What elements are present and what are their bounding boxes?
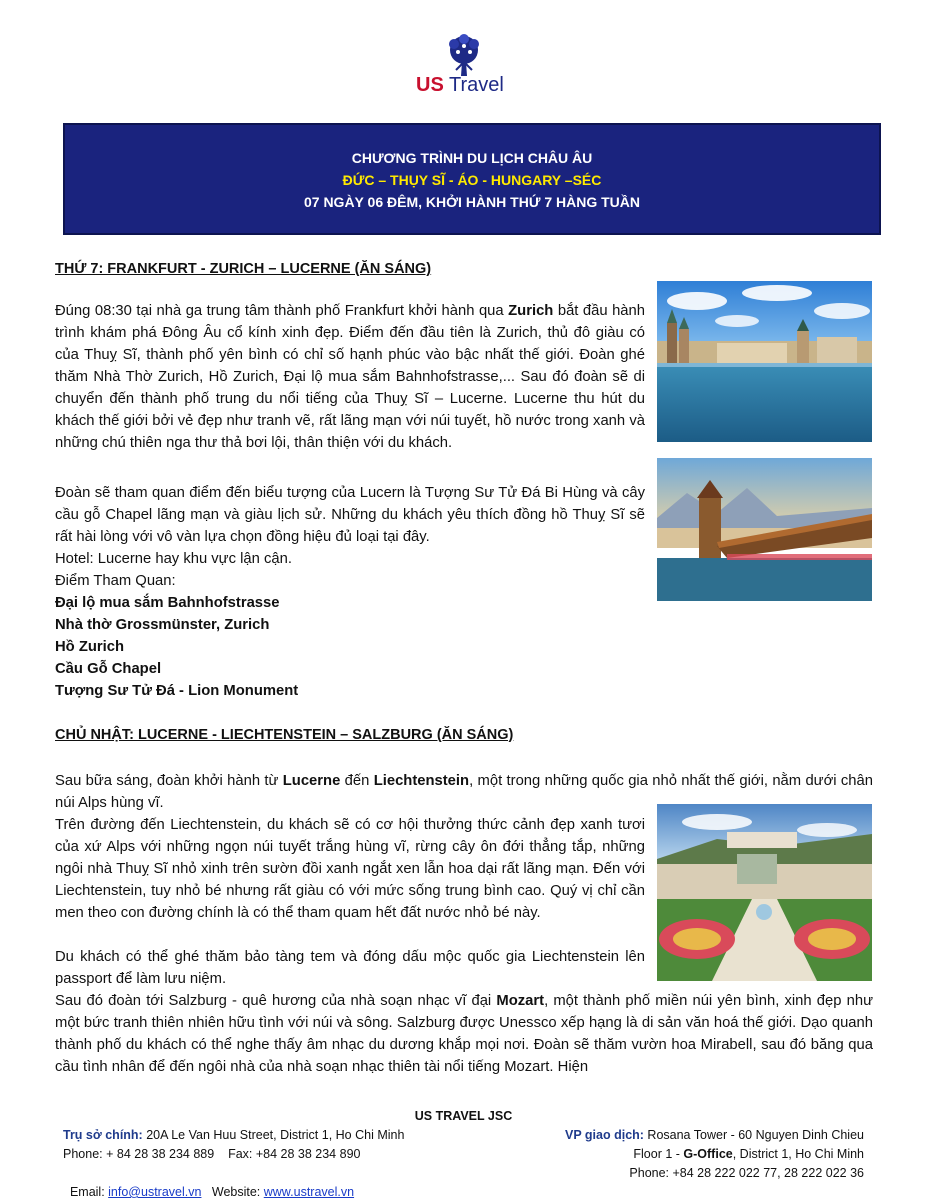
sight-item: Hồ Zurich: [55, 639, 125, 655]
footer-contact: Email: info@ustravel.vn Website: www.ustravel.vn: [69, 1185, 355, 1199]
footer-hq-phone: Phone: + 84 28 38 234 889 Fax: +84 28 38 234 890: [63, 1147, 361, 1161]
zurich-photo: [657, 281, 872, 442]
day2-heading: CHỦ NHẬT: LUCERNE - LIECHTENSTEIN – SALZBURG (ĂN SÁNG): [55, 727, 514, 743]
website-link[interactable]: www.ustravel.vn: [263, 1185, 355, 1199]
sight-item: Cầu Gỗ Chapel: [55, 661, 162, 677]
salzburg-photo: [657, 804, 872, 981]
day1-heading: THỨ 7: FRANKFURT - ZURICH – LUCERNE (ĂN SÁNG): [55, 261, 432, 277]
day2-paragraph-2: Trên đường đến Liechtenstein, du khách sẽ có cơ hội thưởng thức cảnh đẹp xanh tươi của xứ Alps với những ngọn núi tuyết trắng hùng vĩ, rừng cây ôn đới thẳng tắp, những ngôi nhà Thuỵ Sĩ nhỏ xinh trên sườn đồi xanh ngắt xen lẫn hoa dại rất lãng mạn. Đến với Liechtenstein, tuy nhỏ bé nhưng rất giàu có với mức sống trung bình cao. Quý vị chỉ cần men theo con đường chính là có thể tham quam hết đất nước nhỏ bé này.: [55, 817, 645, 921]
footer-office-address: VP giao dịch: Rosana Tower - 60 Nguyen Dinh Chieu: [565, 1128, 864, 1142]
chapel-bridge-photo: [657, 458, 872, 601]
banner-line-2: ĐỨC – THỤY SĨ - ÁO - HUNGARY –SÉC: [342, 172, 602, 188]
day2-paragraph-1: Sau bữa sáng, đoàn khởi hành từ Lucerne đến Liechtenstein, một trong những quốc gia nhỏ nhất thế giới, nằm dưới chân núi Alps hùng vĩ.: [55, 773, 873, 811]
day2-paragraph-3: Du khách có thể ghé thăm bảo tàng tem và đóng dấu mộc quốc gia Liechtenstein lên passport để làm lưu niệm.: [55, 949, 645, 987]
day1-sights-label: Điểm Tham Quan:: [55, 573, 176, 589]
logo-wordmark: US Travel: [416, 74, 504, 96]
day2-paragraph-4: Sau đó đoàn tới Salzburg - quê hương của nhà soạn nhạc vĩ đại Mozart, một thành phố miền núi yên bình, xinh đẹp như một bức tranh thiên nhiên hữu tình với núi và sông. Salzburg được Unessco xếp hạng là di sản văn hoá thế giới. Dạo quanh thành phố du khách có thể nghe thấy âm nhạc du dương khắp mọi nơi. Đoàn sẽ thăm vườn hoa Mirabell, sau đó băng qua cầu tình nhân để đến ngôi nhà của nhà soạn nhạc thiên tài nổi tiếng Mozart. Hiện: [55, 993, 873, 1075]
footer-office-phone: Phone: +84 28 222 022 77, 28 222 022 36: [629, 1166, 864, 1180]
banner-line-1: CHƯƠNG TRÌNH DU LỊCH CHÂU ÂU: [351, 150, 593, 166]
title-banner: [63, 123, 881, 235]
footer-company-name: US TRAVEL JSC: [414, 1109, 513, 1123]
company-logo: [410, 32, 520, 102]
day1-hotel: Hotel: Lucerne hay khu vực lận cận.: [55, 551, 292, 567]
banner-line-3: 07 NGÀY 06 ĐÊM, KHỞI HÀNH THỨ 7 HÀNG TUẦN: [303, 194, 640, 210]
email-link[interactable]: info@ustravel.vn: [108, 1185, 202, 1199]
footer-hq-address: Trụ sở chính: 20A Le Van Huu Street, District 1, Ho Chi Minh: [63, 1128, 405, 1142]
sight-item: Đại lộ mua sắm Bahnhofstrasse: [55, 595, 280, 611]
sight-item: Nhà thờ Grossmünster, Zurich: [55, 617, 270, 633]
day1-paragraph-1: Đúng 08:30 tại nhà ga trung tâm thành phố Frankfurt khởi hành qua Zurich bắt đầu hành trình khám phá Đông Âu cổ kính xinh đẹp. Điểm đến đầu tiên là Zurich, thủ đô giàu có của Thuỵ Sĩ, thành phố yên bình có chỉ số hạnh phúc vào bậc nhất thế giới. Đoàn ghé thăm Nhà Thờ Zurich, Hồ Zurich, Đại lộ mua sắm Bahnhofstrasse,... Sau đó đoàn sẽ di chuyển đến thành phố trung du nổi tiếng của Thuỵ Sĩ – Lucerne. Lucerne thu hút du khách thế giới bởi vẻ đẹp như tranh vẽ, rất lãng mạn với núi tuyết, hồ nước trong xanh và những chú thiên nga thư thả bơi lội, thân thiện với du khách.: [55, 303, 645, 451]
footer-office-floor: Floor 1 - G-Office, District 1, Ho Chi Minh: [633, 1147, 864, 1161]
sight-item: Tượng Sư Tử Đá - Lion Monument: [55, 683, 299, 699]
tree-logo-icon: [440, 32, 488, 80]
day1-paragraph-2: Đoàn sẽ tham quan điểm đến biểu tượng của Lucern là Tượng Sư Tử Đá Bi Hùng và cây cầu gỗ Chapel lãng mạn và giàu lịch sử. Những du khách yêu thích đồng hồ Thuỵ Sĩ sẽ rất hài lòng với vô vàn lựa chọn đồng hiệu đủ loại tại đây.: [55, 485, 645, 545]
